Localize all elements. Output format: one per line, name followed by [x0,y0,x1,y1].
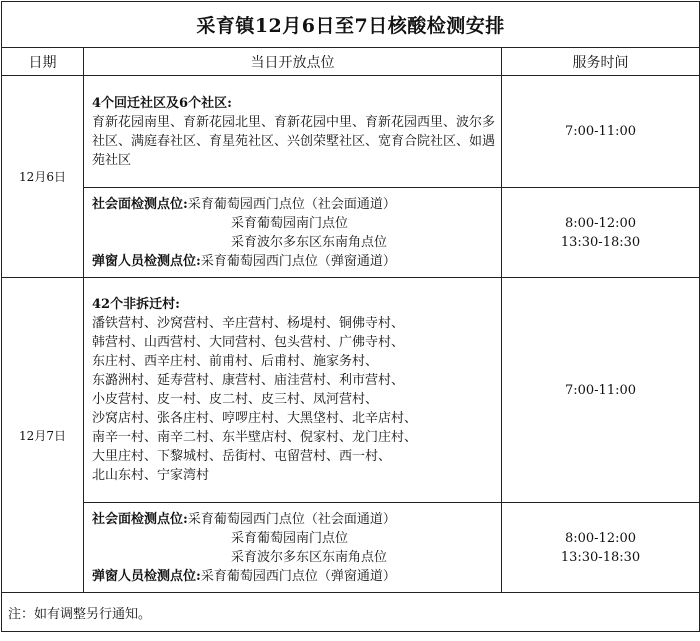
day1-public-label: 社会面检测点位: [92,196,188,212]
header-time: 服务时间 [502,48,700,76]
day2-public-site2: 采育葡萄园南门点位 [231,530,349,546]
day2-village-line: 小皮营村、皮一村、皮二村、皮三村、凤河营村、 [92,392,379,407]
day2-village-line: 大里庄村、下黎城村、岳街村、屯留营村、西一村、 [92,449,392,464]
day2-date: 12月7日 [2,278,84,593]
day2-village-line: 北山东村、宁家湾村 [92,468,210,483]
day1-public-site1: 采育葡萄园西门点位（社会面通道） [187,196,396,212]
day1-popup-line [92,252,497,271]
footnote: 注：如有调整另行通知。 [2,593,700,632]
day2-public-time2: 13:30-18:30 [560,549,641,565]
day1-popup-site: 采育葡萄园西门点位（弹窗通道） [200,253,396,269]
day2-village-line: 韩营村、山西营村、大同营村、包头营村、广佛寺村、 [92,335,405,350]
day1-public-cell [84,188,502,278]
day2-public-time1: 8:00-12:00 [564,530,637,546]
day1-date: 12月6日 [2,76,84,278]
day1-community-row [2,76,700,188]
day2-public-site3: 采育波尔多东区东南角点位 [231,549,388,565]
day1-community-time: 7:00-11:00 [502,76,700,188]
schedule-table [1,1,700,632]
day1-public-site3: 采育波尔多东区东南角点位 [231,234,388,250]
day2-village-line: 南辛一村、南辛二村、东半壁店村、倪家村、龙门庄村、 [92,430,418,445]
day2-public-cell [84,503,502,593]
day2-village-line: 东庄村、西辛庄村、前甫村、后甫村、施家务村、 [92,354,379,369]
day1-popup-label: 弹窗人员检测点位: [92,253,201,269]
day1-community-places: 育新花园南里、育新花园北里、育新花园中里、育新花园西里、波尔多社区、满庭春社区、育星苑社区、兴创荣墅社区、宽育合院社区、如遇苑社区 [92,114,496,168]
day2-public-line1 [92,510,497,529]
day1-public-row [2,188,700,278]
day1-community-cell [84,76,502,188]
day2-public-time-cell [502,503,700,593]
day2-popup-site: 采育葡萄园西门点位（弹窗通道） [200,568,396,584]
day1-public-time1: 8:00-12:00 [564,215,637,231]
day2-popup-line [92,567,497,586]
day2-village-line: 东潞洲村、延寿营村、康营村、庙洼营村、利市营村、 [92,373,405,388]
day1-public-time-cell [502,188,700,278]
day2-public-site1: 采育葡萄园西门点位（社会面通道） [187,511,396,527]
day2-village-line: 潘铁营村、沙窝营村、辛庄营村、杨堤村、铜佛寺村、 [92,316,405,331]
day2-community-cell [84,278,502,503]
day2-public-label: 社会面检测点位: [92,511,188,527]
day1-public-time2: 13:30-18:30 [560,234,641,250]
day2-public-row [2,503,700,593]
day2-community-heading: 42个非拆迁村: [92,297,180,312]
day1-community-heading: 4个回迁社区及6个社区: [92,95,232,111]
day2-popup-label: 弹窗人员检测点位: [92,568,201,584]
header-date: 日期 [2,48,84,76]
day2-village-line: 沙窝店村、张各庄村、哼啰庄村、大黑垡村、北辛店村、 [92,411,418,426]
day2-community-row [2,278,700,503]
day2-community-time: 7:00-11:00 [502,278,700,503]
header-locations: 当日开放点位 [84,48,502,76]
schedule-sheet [1,1,699,639]
page-title: 采育镇12月6日至7日核酸检测安排 [2,2,700,48]
day1-public-line1 [92,195,497,214]
day1-public-site2: 采育葡萄园南门点位 [231,215,349,231]
